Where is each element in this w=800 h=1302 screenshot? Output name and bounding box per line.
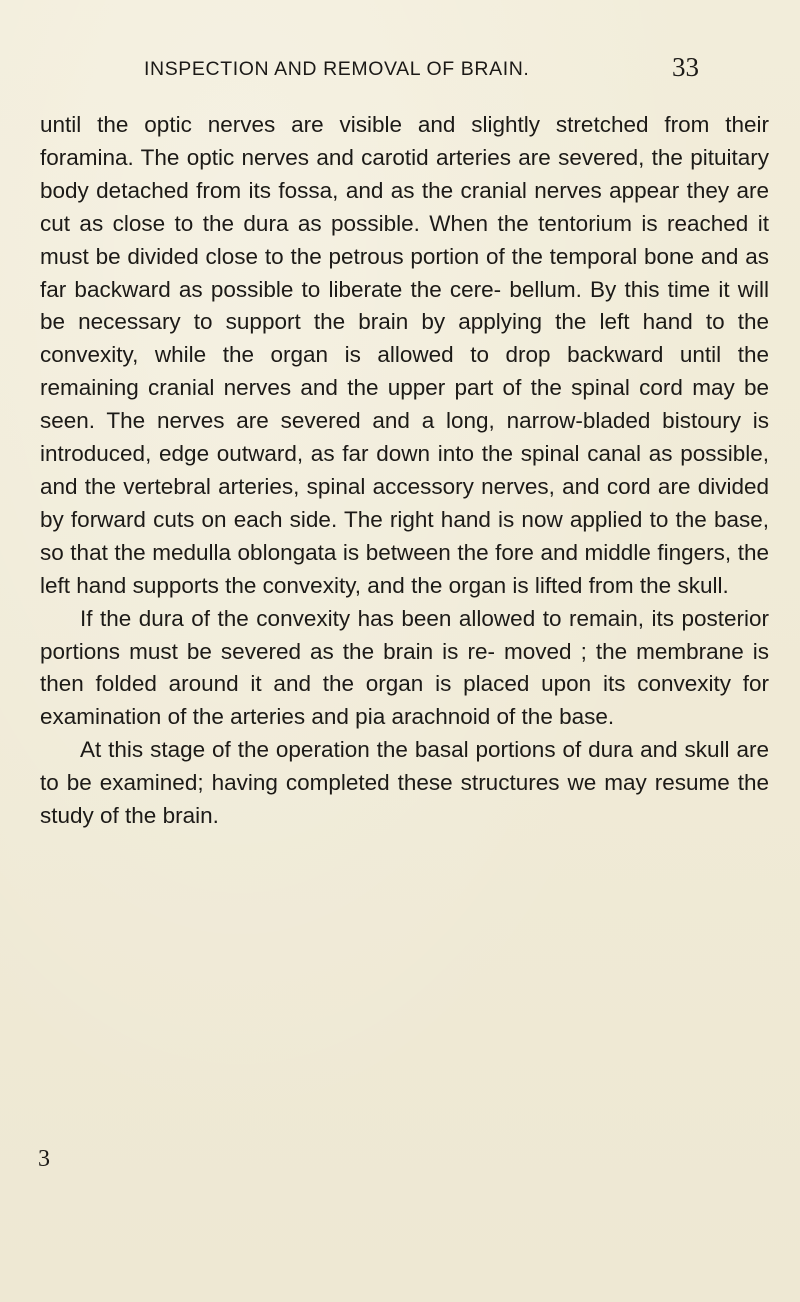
running-head-title: INSPECTION AND REMOVAL OF BRAIN. — [144, 58, 530, 80]
paragraph-basal-examination: At this stage of the operation the basal portions of dura and skull are to be examined; having completed these structures we may resume the study of the brain. — [40, 737, 769, 829]
signature-mark: 3 — [38, 1146, 50, 1172]
paragraph-removal-procedure: until the optic nerves are visible and slightly stretched from their foramina. The optic nerves and carotid arteries are severed, the pituitary body detached from its fossa, and as the cranial nerves appear they are cut as close to the dura as possible. When the tentorium is reached it must be divided close to the petrous portion of the temporal bone and as far backward as possible to liberate the cere- bellum. By this time it will be necessary to support the brain by applying the left hand to the convexity, while the organ is allowed to drop backward until the remaining cranial nerves and the upper part of the spinal cord may be seen. The nerves are severed and a long, narrow-bladed bistoury is introduced, edge outward, as far down into the spinal canal as possible, and the vertebral arteries, spinal accessory nerves, and cord are divided by forward cuts on each side. The right hand is now applied to the base, so that the medulla oblongata is between the fore and middle fingers, the left hand supports the convexity, and the organ is lifted from the skull. — [40, 112, 769, 598]
page-number: 33 — [672, 52, 699, 82]
paragraph-dura-convexity: If the dura of the convexity has been allowed to remain, its posterior portions must be severed as the brain is re- moved ; the membrane is then folded around it and the organ is placed upon its convexity for examination of the arteries and pia arachnoid of the base. — [40, 605, 769, 730]
body-text — [40, 109, 769, 833]
